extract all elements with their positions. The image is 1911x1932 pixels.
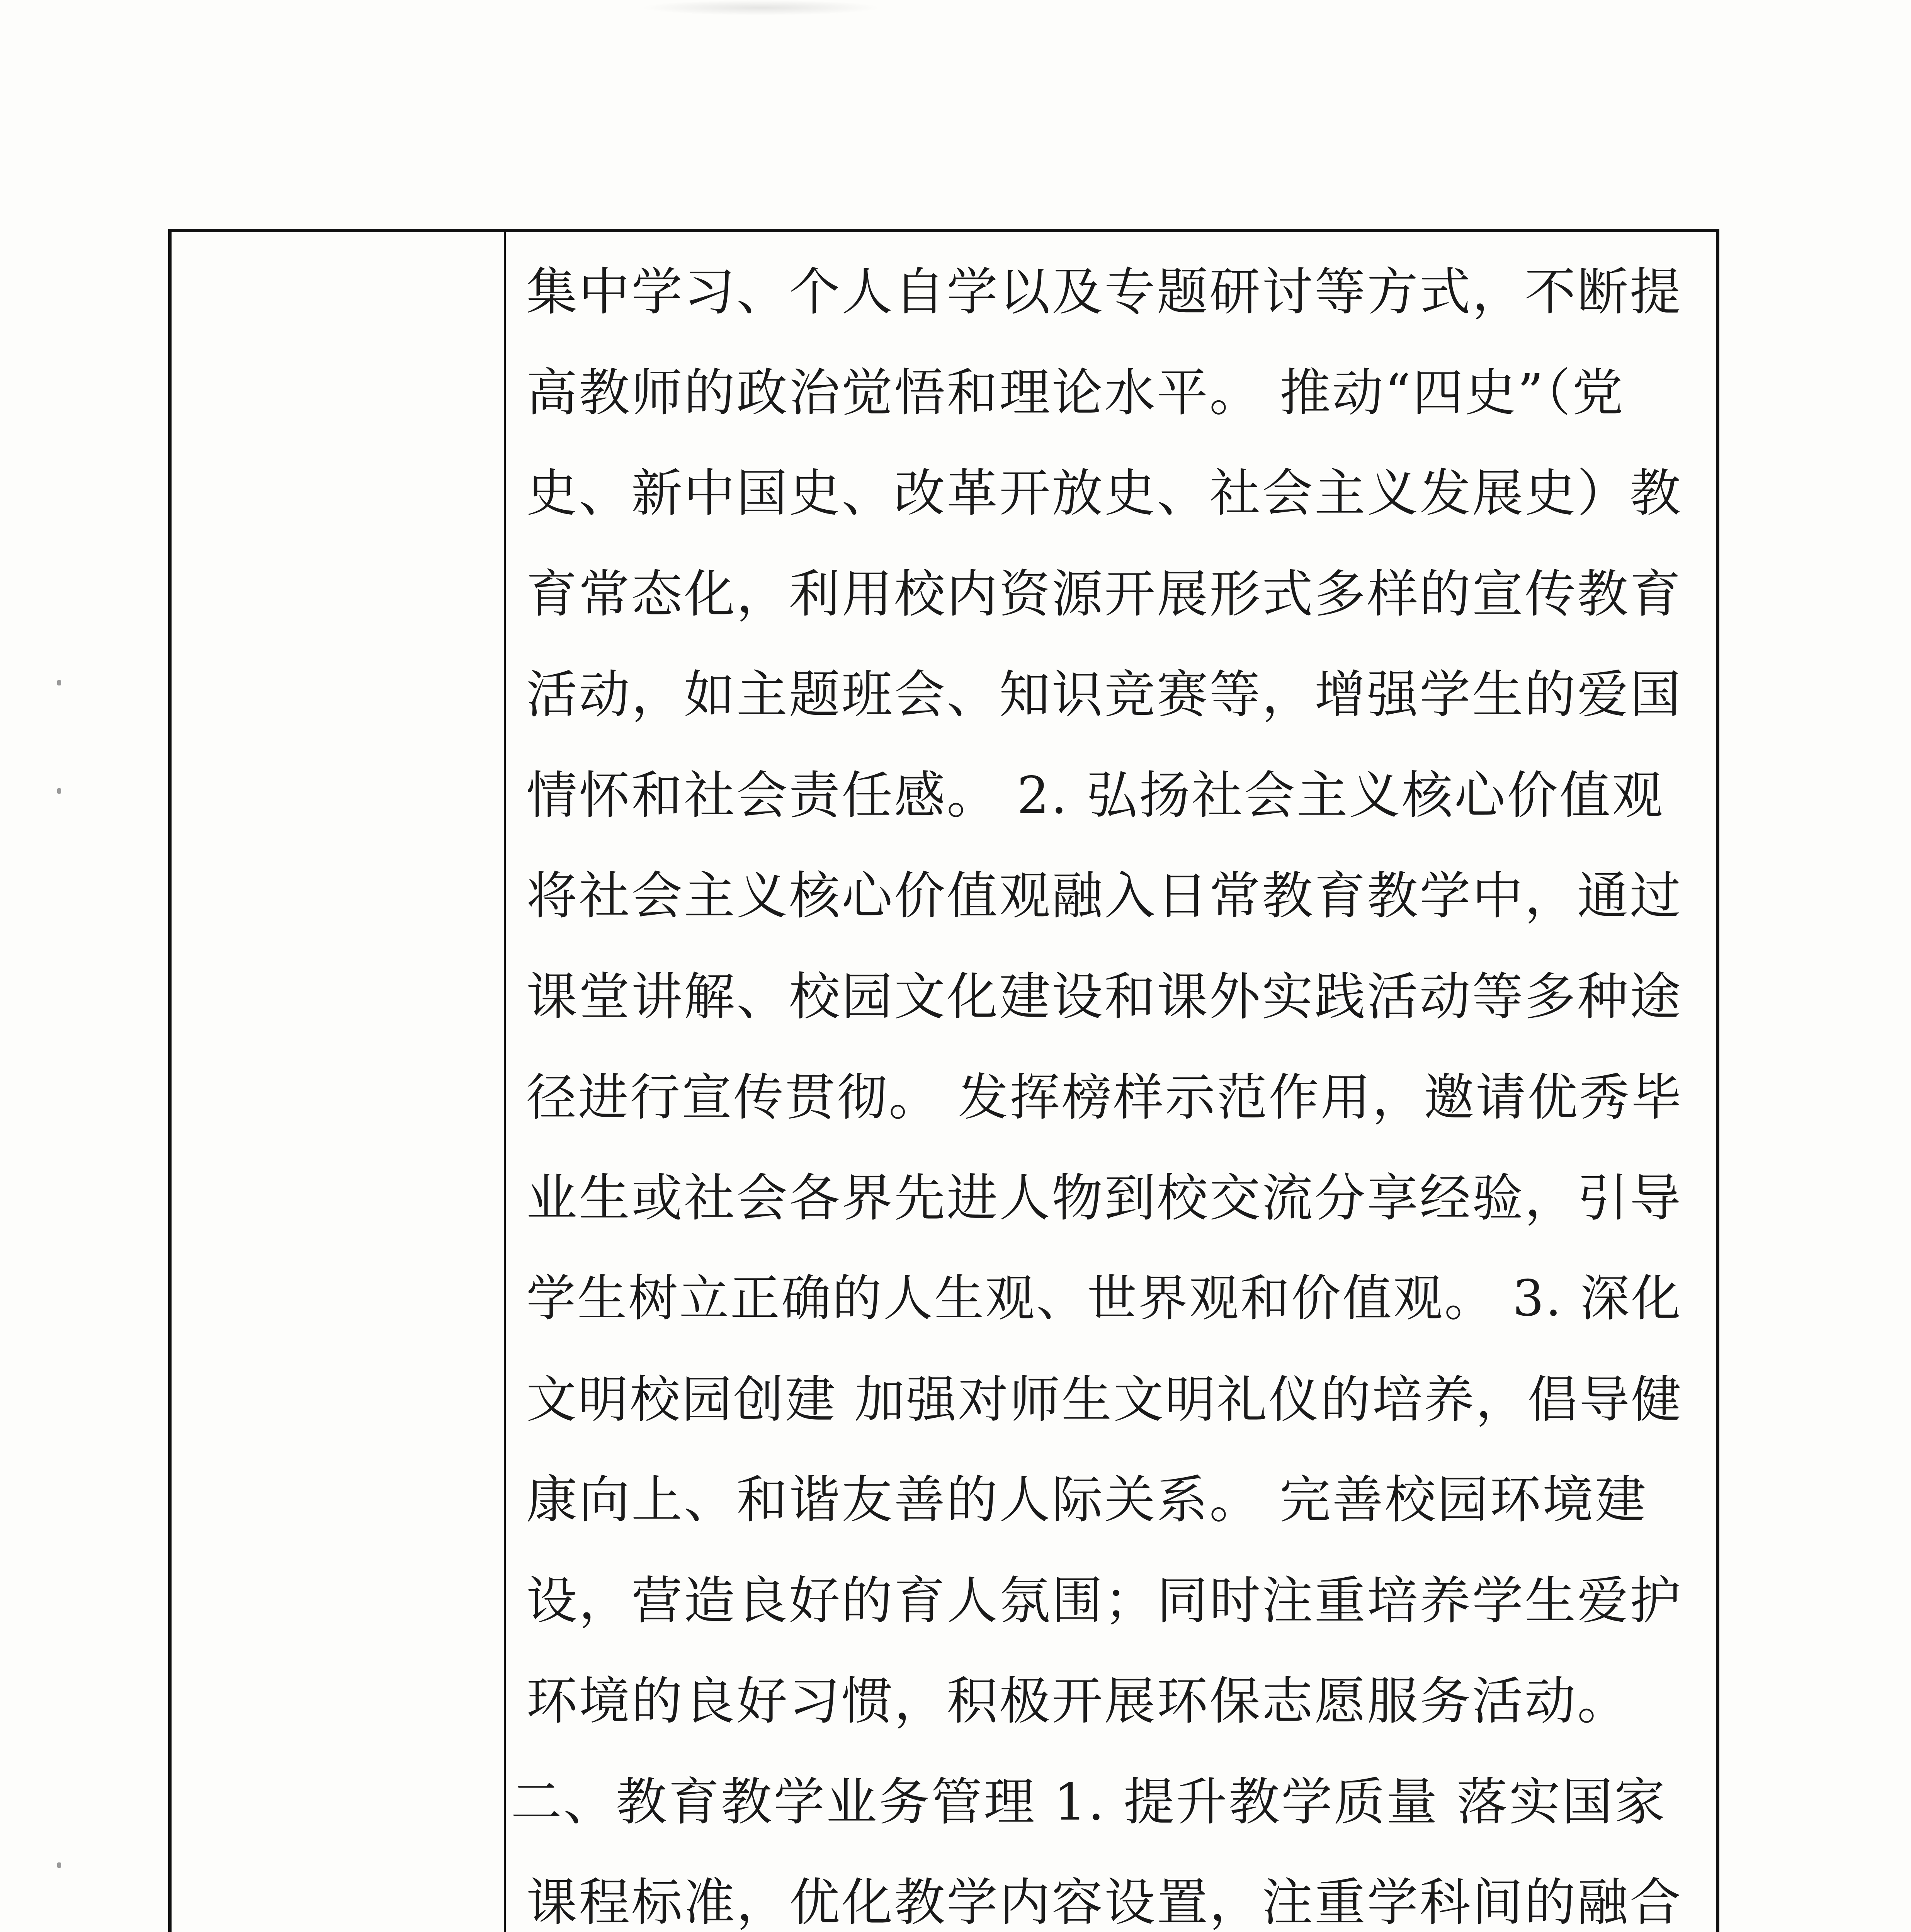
text-line: 文明校园创建 加强对师生文明礼仪的培养，倡导健 [526,1370,1683,1429]
text-line: 情怀和社会责任感。 2. 弘扬社会主义核心价值观 [526,766,1664,825]
text-line: 将社会主义核心价值观融入日常教育教学中，通过 [526,866,1682,926]
text-line: 学生树立正确的人生观、世界观和价值观。 3. 深化 [526,1270,1682,1327]
text-line: 课程标准，优化教学内容设置，注重学科间的融合 [526,1873,1682,1932]
text-line: 径进行宣传贯彻。 发挥榜样示范作用，邀请优秀毕 [526,1068,1683,1127]
form-table [168,229,1719,1932]
text-line: 高教师的政治觉悟和理论水平。 推动“四史”（党 [526,363,1625,423]
table-content-cell [508,232,1716,1932]
text-line: 集中学习、个人自学以及专题研讨等方式，不断提 [526,262,1682,322]
text-line: 环境的良好习惯，积极开展环保志愿服务活动。 [526,1672,1630,1731]
text-line: 设，营造良好的育人氛围；同时注重培养学生爱护 [526,1571,1682,1631]
text-line: 课堂讲解、校园文化建设和课外实践活动等多种途 [526,967,1682,1027]
margin-mark [57,1862,61,1868]
margin-mark [57,680,61,685]
text-line: 育常态化，利用校内资源开展形式多样的宣传教育 [526,565,1682,624]
table-label-cell [172,232,506,1932]
text-line: 史、新中国史、改革开放史、社会主义发展史）教 [526,464,1682,523]
text-line: 二、教育教学业务管理 1. 提升教学质量 落实国家 [511,1772,1667,1832]
text-line: 业生或社会各界先进人物到校交流分享经验，引导 [526,1168,1682,1228]
scan-smudge [641,0,881,15]
text-line: 康向上、和谐友善的人际关系。 完善校园环境建 [526,1470,1647,1530]
margin-mark [57,788,61,794]
text-line: 活动，如主题班会、知识竞赛等，增强学生的爱国 [526,665,1682,724]
